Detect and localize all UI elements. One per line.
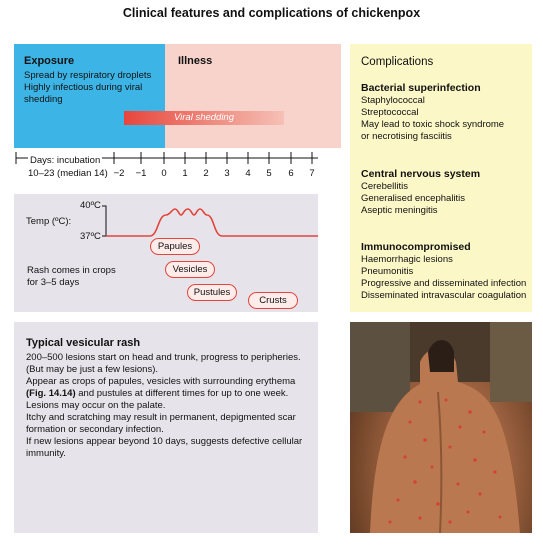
stage-crusts: Crusts [248, 292, 298, 309]
complication-section-title: Central nervous system [361, 168, 481, 180]
rash-crops-line-2: for 3–5 days [27, 277, 80, 288]
tick-label: 4 [245, 168, 251, 179]
tick-label: 1 [182, 168, 188, 179]
rash-text-line: immunity. [26, 448, 66, 459]
tick-label: −2 [113, 168, 125, 179]
tick-label: 3 [224, 168, 230, 179]
complication-item: Cerebellitis [361, 181, 408, 192]
complications-heading: Complications [361, 56, 434, 68]
rash-text-line: formation or secondary infection. [26, 424, 164, 435]
tick-label: 2 [203, 168, 209, 179]
complication-section-title: Immunocompromised [361, 241, 471, 253]
exposure-line-3: shedding [24, 94, 63, 105]
tick-label: 6 [288, 168, 294, 179]
tick-label: −1 [135, 168, 147, 179]
rash-text-line: 200–500 lesions start on head and trunk, progress to peripheries. [26, 352, 301, 363]
temp-low-label: 37ºC [80, 231, 101, 242]
tick-label: 5 [266, 168, 272, 179]
rash-crops-line-1: Rash comes in crops [27, 265, 116, 276]
patient-back-illustration [350, 322, 532, 533]
temperature-curve [100, 195, 320, 245]
rash-text-line: Itchy and scratching may result in permanent, depigmented scar [26, 412, 296, 423]
incubation-label-line-1: Days: incubation [30, 155, 101, 166]
complication-item: Pneumonitis [361, 266, 414, 277]
stage-papules: Papules [150, 238, 200, 255]
complication-item: May lead to toxic shock syndrome [361, 119, 505, 130]
rash-text-line: Appear as crops of papules, vesicles with surrounding erythema [26, 376, 296, 387]
stage-vesicles: Vesicles [165, 261, 215, 278]
complication-section-title: Bacterial superinfection [361, 82, 481, 94]
rash-text-line: If new lesions appear beyond 10 days, suggests defective cellular [26, 436, 303, 447]
viral-shedding-bar: Viral shedding [124, 111, 284, 125]
rash-text-line [26, 388, 288, 400]
rash-text-line: Lesions may occur on the palate. [26, 400, 166, 411]
complication-item: Haemorrhagic lesions [361, 254, 453, 265]
chickenpox-back-photo [350, 322, 532, 533]
tick-label: 0 [161, 168, 167, 179]
illness-heading: Illness [178, 55, 213, 67]
incubation-label-line-2: 10–23 (median 14) [28, 168, 108, 179]
complication-item: Disseminated intravascular coagulation [361, 290, 527, 301]
complication-item: Streptococcal [361, 107, 419, 118]
exposure-line-2: Highly infectious during viral [24, 82, 143, 93]
temp-label: Temp (ºC): [26, 216, 72, 227]
exposure-line-1: Spread by respiratory droplets [24, 70, 152, 81]
complication-item: Staphylococcal [361, 95, 425, 106]
rash-text-line: (But may be just a few lesions). [26, 364, 158, 375]
tick-label: 7 [309, 168, 315, 179]
rash-text-fragment: and pustules at different times for up to one week. [75, 388, 289, 399]
vesicular-rash-heading: Typical vesicular rash [26, 337, 141, 349]
complication-item: Generalised encephalitis [361, 193, 466, 204]
complication-item: Progressive and disseminated infection [361, 278, 527, 289]
complication-item: or necrotising fasciitis [361, 131, 452, 142]
stage-pustules: Pustules [187, 284, 237, 301]
complication-item: Aseptic meningitis [361, 205, 438, 216]
figure-title: Clinical features and complications of chickenpox [122, 6, 421, 20]
exposure-heading: Exposure [24, 55, 75, 67]
figure-reference: (Fig. 14.14) [26, 388, 76, 399]
temp-high-label: 40ºC [80, 200, 101, 211]
